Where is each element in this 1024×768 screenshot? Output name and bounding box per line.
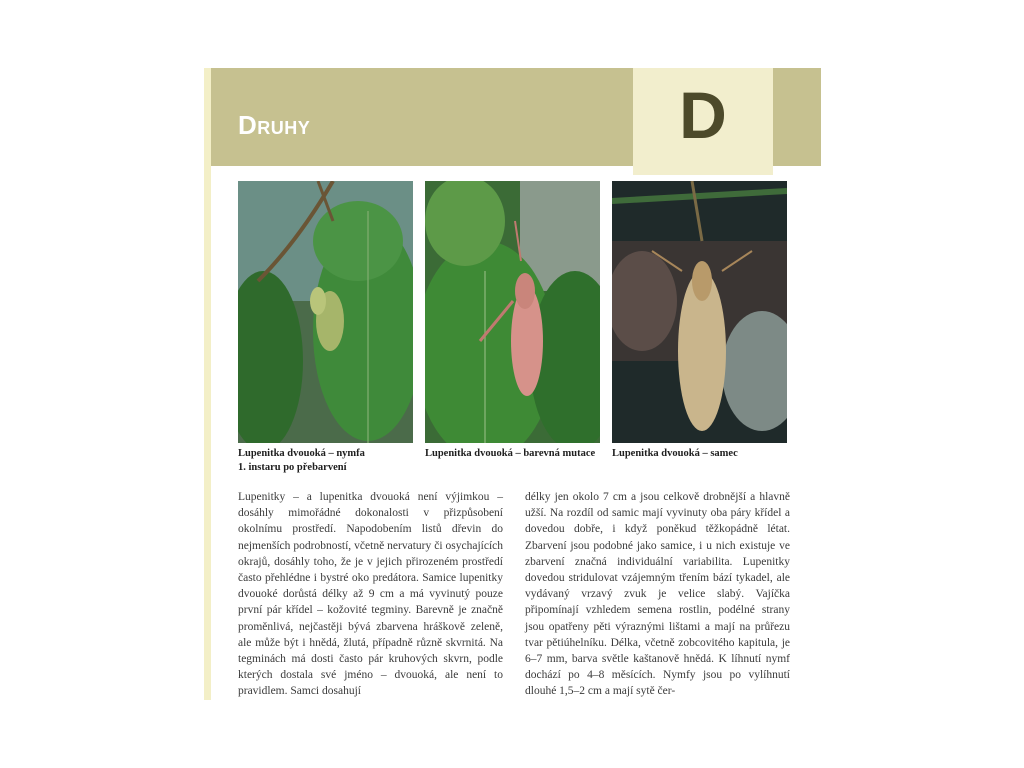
- caption-nymph: [238, 447, 418, 475]
- photo-nymph-image: [238, 181, 413, 443]
- chapter-letter: D: [679, 78, 727, 152]
- photo-male-image: [612, 181, 787, 443]
- photo-color-mutation: [425, 181, 600, 443]
- photo-male: [612, 181, 787, 443]
- caption-nymph-line2: 1. instaru po přebarvení: [238, 462, 347, 473]
- caption-male: [612, 447, 792, 461]
- body-text-right-column: délky jen okolo 7 cm a jsou celkově drobnější a hlavně užší. Na rozdíl od samic mají vyvinuty oba páry křídel a dovedou dobře, i když poněkud těžkopádně létat. Zbarvení jsou podobné jako samice, i u nich existuje ve zbarvení značná individuální variabilita. Lupenitky dovedou stridulovat vzájemným třením bází tykadel, ale vydávaný vrzavý zvuk je velice slabý. Vajíčka připomínají vzhledem semena rostlin, podélné strany jsou opatřeny pěti výraznými lištami a mají na průřezu tvar pětiúhelníku. Délka, včetně zobcovitého kapitula, je 6–7 mm, barva světle kaštanově hnědá. K líhnutí nymf dochází po 4–8 měsících. Nymfy jsou po vylíhnutí dlouhé 1,5–2 cm a mají sytě čer-: [525, 491, 790, 698]
- caption-nymph-line1: Lupenitka dvouoká – nymfa: [238, 448, 365, 459]
- chapter-header-band-right: [773, 68, 821, 166]
- photo-nymph: [238, 181, 413, 443]
- caption-color-mutation: [425, 447, 610, 461]
- photo-color-mutation-image: [425, 181, 600, 443]
- section-title: Druhy: [238, 110, 311, 140]
- body-text-left-column: Lupenitky – a lupenitka dvouoká není výjimkou – dosáhly mimořádné dokonalosti v přizpůsobení okolnímu prostředí. Napodobením listů dřevin do nejmenších podrobností, včetně nervatury či osychajících okrajů, dosáhly toho, že je v jejich přirozeném prostředí často přehlédne i bystré oko predátora. Samice lupenitky dvouoké dorůstá délky až 9 cm a má vyvinutý pouze první pár křídel – kožovité tegminy. Barevně je značně proměnlivá, nejčastěji bývá zbarvena hráškově zeleně, ale může být i hnědá, žlutá, případně různě skvrnitá. Na tegminách má dosti často pár kruhových skvrn, podle kterých dostala své jméno – dvouoká, ale není to pravidlem. Samci dosahují: [238, 491, 503, 698]
- caption-color-mutation-line1: Lupenitka dvouoká – barevná mutace: [425, 448, 596, 459]
- page-edge-stripe: [204, 68, 211, 700]
- caption-male-line1: Lupenitka dvouoká – samec: [612, 448, 738, 459]
